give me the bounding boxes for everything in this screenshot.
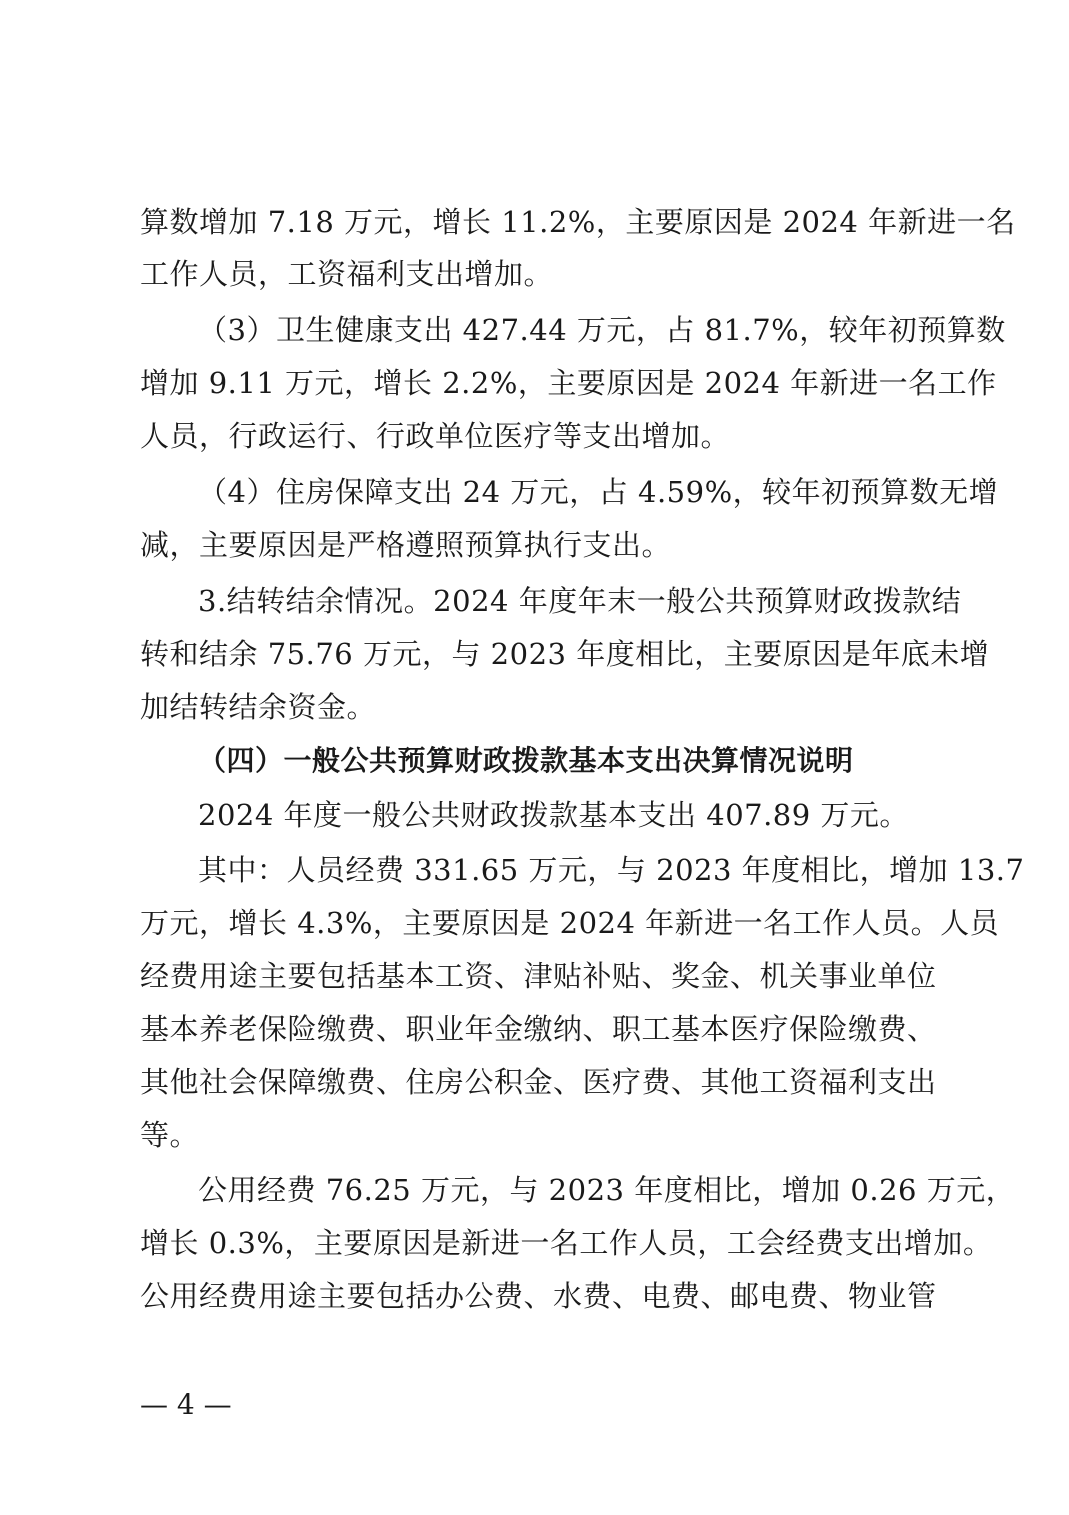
- paragraph-line: 人员，行政运行、行政单位医疗等支出增加。: [140, 419, 731, 453]
- paragraph-line: 加结转结余资金。: [140, 690, 377, 724]
- paragraph-line: 其他社会保障缴费、住房公积金、医疗费、其他工资福利支出: [140, 1065, 937, 1099]
- paragraph-line: （4）住房保障支出 24 万元，占 4.59%，较年初预算数无增: [198, 475, 999, 509]
- paragraph-line: 基本养老保险缴费、职业年金缴纳、职工基本医疗保险缴费、: [140, 1012, 937, 1046]
- paragraph-line: 等。: [140, 1118, 200, 1152]
- paragraph-line: 增长 0.3%，主要原因是新进一名工作人员，工会经费支出增加。: [140, 1226, 993, 1260]
- paragraph-line: 3.结转结余情况。2024 年度年末一般公共预算财政拨款结: [198, 584, 962, 618]
- paragraph-line: 增加 9.11 万元，增长 2.2%，主要原因是 2024 年新进一名工作: [140, 366, 997, 400]
- paragraph-line: 经费用途主要包括基本工资、津贴补贴、奖金、机关事业单位: [140, 959, 937, 993]
- paragraph-line: 公用经费 76.25 万元，与 2023 年度相比，增加 0.26 万元，: [198, 1173, 1016, 1207]
- paragraph-line: 工作人员，工资福利支出增加。: [140, 257, 554, 291]
- page-number: — 4 —: [140, 1388, 232, 1421]
- paragraph-line: 算数增加 7.18 万元，增长 11.2%，主要原因是 2024 年新进一名: [140, 205, 1016, 239]
- paragraph-line: 万元，增长 4.3%，主要原因是 2024 年新进一名工作人员。人员: [140, 906, 1000, 940]
- paragraph-line: 减，主要原因是严格遵照预算执行支出。: [140, 528, 672, 562]
- section-heading: （四）一般公共预算财政拨款基本支出决算情况说明: [198, 744, 854, 777]
- paragraph-line: 公用经费用途主要包括办公费、水费、电费、邮电费、物业管: [140, 1279, 937, 1313]
- paragraph-line: 转和结余 75.76 万元，与 2023 年度相比，主要原因是年底未增: [140, 637, 990, 671]
- paragraph-line: （3）卫生健康支出 427.44 万元，占 81.7%，较年初预算数: [198, 313, 1006, 347]
- paragraph-line: 其中：人员经费 331.65 万元，与 2023 年度相比，增加 13.7: [198, 853, 1025, 887]
- paragraph-line: 2024 年度一般公共财政拨款基本支出 407.89 万元。: [198, 798, 909, 832]
